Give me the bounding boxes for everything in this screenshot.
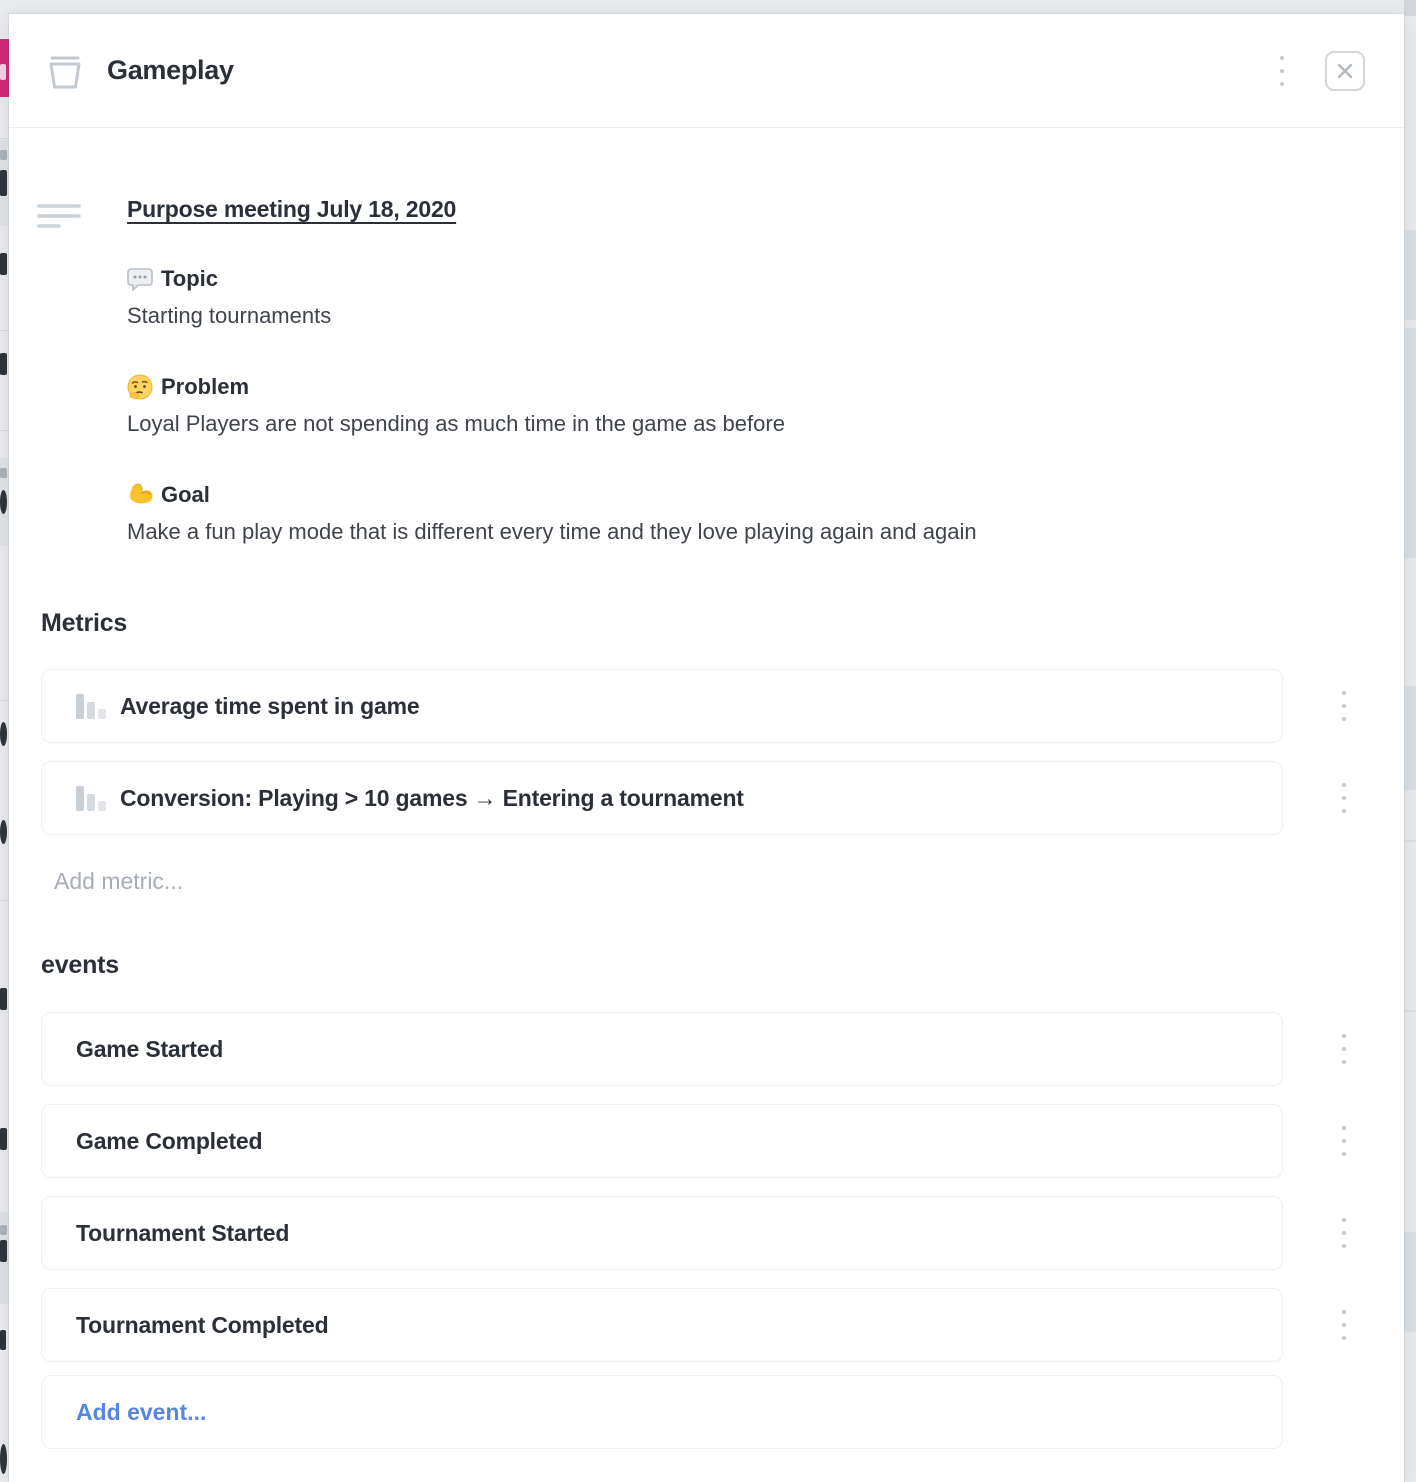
goal-section [127, 481, 1404, 546]
event-more-options-button[interactable] [1326, 1307, 1362, 1343]
event-label: Game Started [76, 1035, 224, 1062]
background-block [1404, 328, 1416, 558]
page-title: Gameplay [107, 55, 234, 85]
metric-card-conversion[interactable] [41, 761, 1283, 835]
event-row [41, 1288, 1404, 1362]
background-text-fragment [0, 1444, 7, 1474]
goal-text: Make a fun play mode that is different every time and they love playing again and again [127, 519, 977, 544]
metric-row [41, 669, 1404, 743]
close-icon [1336, 62, 1354, 80]
event-card-game-completed[interactable] [41, 1104, 1283, 1178]
flexed-biceps-emoji [127, 482, 153, 508]
background-block [1404, 1232, 1416, 1332]
event-more-options-button[interactable] [1326, 1031, 1362, 1067]
goal-label: Goal [161, 482, 210, 507]
background-chevron-fragment [0, 150, 7, 160]
panel-body [9, 128, 1404, 1449]
events-heading: events [41, 951, 120, 979]
event-more-options-button[interactable] [1326, 1215, 1362, 1251]
bucket-icon [45, 51, 85, 91]
add-metric-input[interactable]: Add metric... [54, 868, 184, 894]
background-text-fragment [0, 1240, 7, 1262]
kebab-menu-icon [1342, 783, 1346, 813]
text-lines-icon [37, 202, 81, 236]
add-event-link[interactable]: Add event... [76, 1398, 207, 1425]
topic-text: Starting tournaments [127, 303, 332, 328]
metric-label: Average time spent in game [120, 692, 420, 719]
background-text-fragment [0, 253, 7, 275]
background-divider [1404, 840, 1416, 842]
background-block [1404, 230, 1416, 320]
metric-card-average-time[interactable] [41, 669, 1283, 743]
kebab-menu-icon [1342, 1218, 1346, 1248]
event-label: Tournament Completed [76, 1311, 329, 1338]
background-text-fragment [0, 170, 7, 196]
kebab-menu-icon [1342, 1126, 1346, 1156]
gameplay-detail-panel [9, 14, 1404, 1482]
event-label: Tournament Started [76, 1219, 290, 1246]
background-text-fragment [0, 353, 7, 375]
description-heading: Purpose meeting July 18, 2020 [127, 196, 457, 222]
background-chevron-fragment [0, 468, 7, 478]
description-icon-column [41, 196, 127, 546]
event-card-game-started[interactable] [41, 1012, 1283, 1086]
speech-balloon-emoji [127, 266, 153, 292]
event-row [41, 1104, 1404, 1178]
description-content [127, 196, 1404, 546]
metric-more-options-button[interactable] [1326, 780, 1362, 816]
thinking-face-emoji [127, 374, 153, 400]
kebab-menu-icon [1342, 1034, 1346, 1064]
background-text-fragment [0, 64, 6, 80]
background-text-fragment [0, 1128, 7, 1150]
event-label: Game Completed [76, 1127, 263, 1154]
metric-label: Conversion: Playing > 10 games → Entering a tournament [120, 784, 744, 811]
background-page-left-sliver [0, 0, 9, 1482]
background-text-fragment [0, 490, 7, 514]
description-block[interactable] [41, 196, 1404, 546]
kebab-menu-icon [1342, 1310, 1346, 1340]
metric-more-options-button[interactable] [1326, 688, 1362, 724]
event-row [41, 1012, 1404, 1086]
event-more-options-button[interactable] [1326, 1123, 1362, 1159]
background-text-fragment [0, 1330, 6, 1350]
kebab-menu-icon [1280, 56, 1284, 86]
event-card-tournament-completed[interactable] [41, 1288, 1283, 1362]
more-options-button[interactable] [1263, 52, 1301, 90]
metric-row [41, 761, 1404, 835]
background-text-fragment [0, 820, 7, 844]
background-page-right-sliver [1404, 0, 1416, 1482]
background-divider [1404, 1010, 1416, 1012]
bar-chart-icon [76, 785, 106, 811]
panel-header [9, 14, 1404, 128]
background-chevron-fragment [0, 1225, 7, 1235]
event-card-tournament-started[interactable] [41, 1196, 1283, 1270]
topic-label: Topic [161, 266, 219, 291]
problem-text: Loyal Players are not spending as much time in the game as before [127, 411, 785, 436]
kebab-menu-icon [1342, 691, 1346, 721]
background-text-fragment [0, 722, 7, 746]
event-row [41, 1196, 1404, 1270]
bar-chart-icon [76, 693, 106, 719]
add-event-row [41, 1375, 1404, 1449]
background-text-fragment [0, 988, 7, 1010]
background-block [1404, 0, 1416, 16]
problem-label: Problem [161, 374, 250, 399]
metrics-heading: Metrics [41, 609, 128, 637]
topic-section [127, 265, 1404, 330]
problem-section [127, 373, 1404, 438]
close-button[interactable] [1325, 51, 1365, 91]
background-block [1404, 686, 1416, 790]
add-event-card[interactable] [41, 1375, 1283, 1449]
